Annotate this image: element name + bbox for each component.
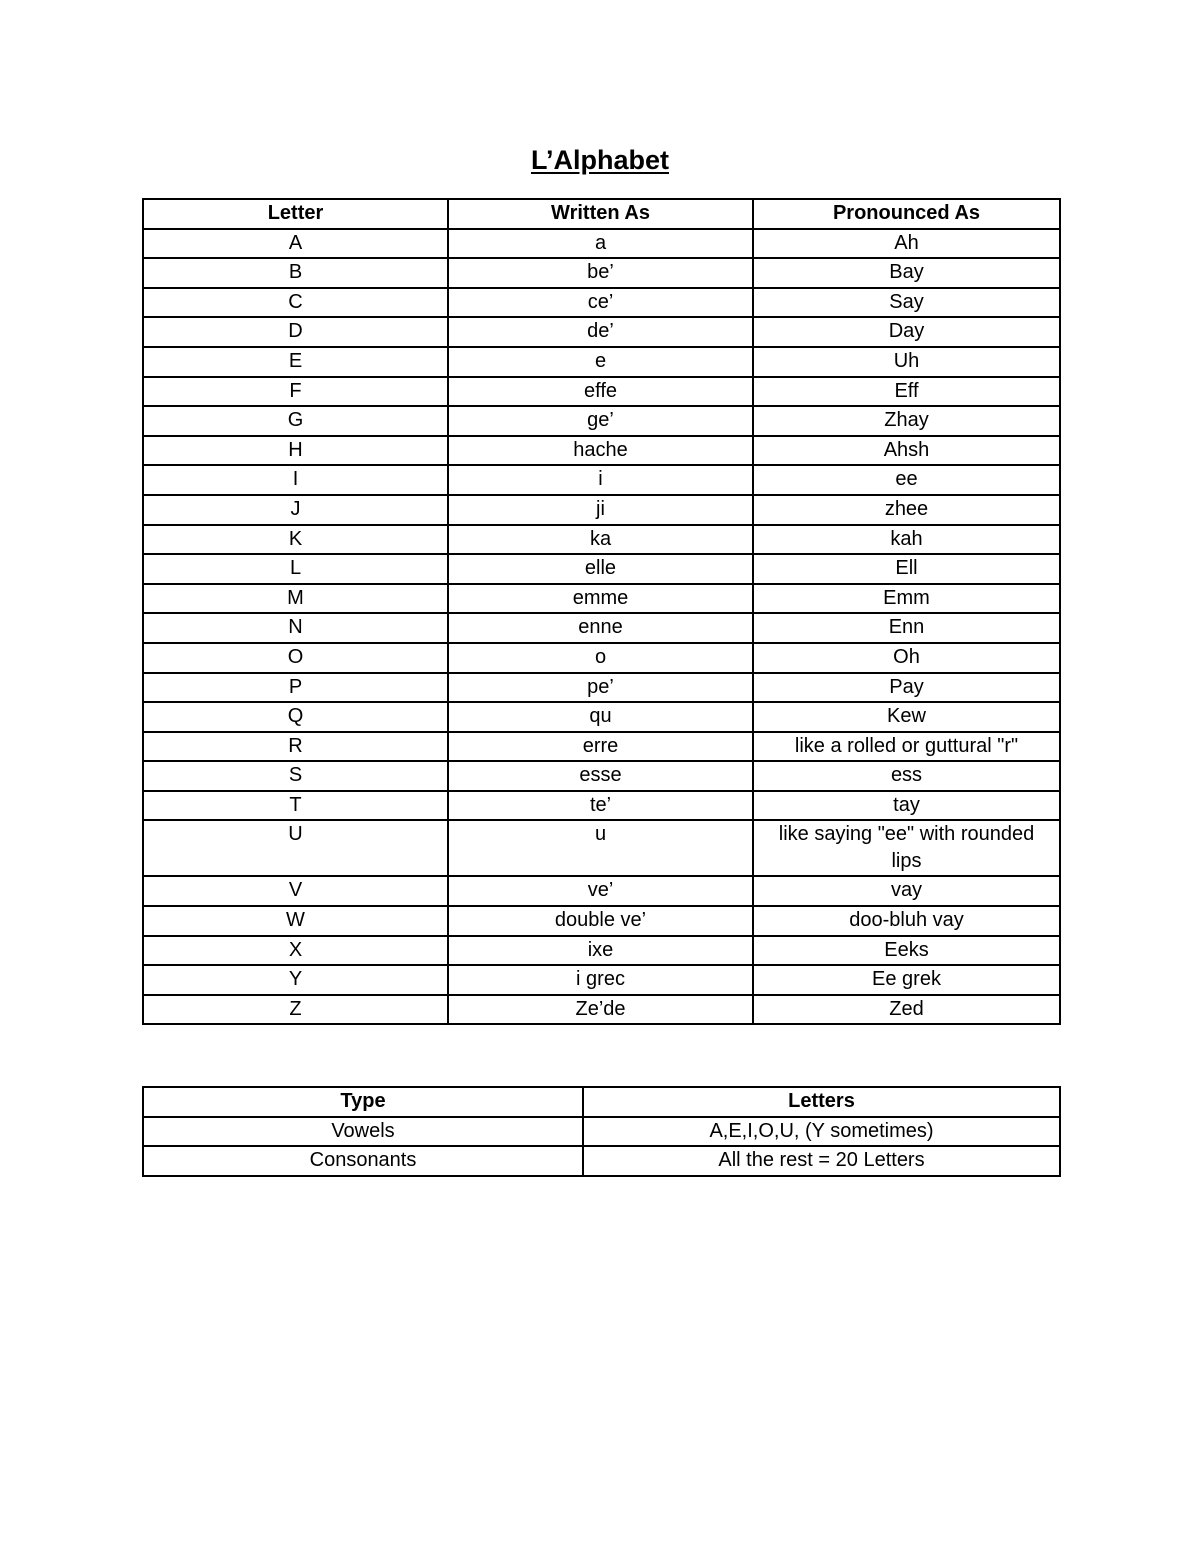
cell-written-as: ce’: [448, 288, 753, 318]
cell-letters: A,E,I,O,U, (Y sometimes): [583, 1117, 1060, 1147]
cell-letter: K: [143, 525, 448, 555]
cell-pronounced-as: vay: [753, 876, 1060, 906]
cell-pronounced-as: kah: [753, 525, 1060, 555]
cell-letter: W: [143, 906, 448, 936]
cell-written-as: de’: [448, 317, 753, 347]
cell-letter: Y: [143, 965, 448, 995]
table-header-row: [143, 199, 1060, 229]
table-row: [143, 377, 1060, 407]
cell-type: Vowels: [143, 1117, 583, 1147]
cell-pronounced-as: Ahsh: [753, 436, 1060, 466]
cell-letter: C: [143, 288, 448, 318]
cell-written-as: ge’: [448, 406, 753, 436]
table-row: [143, 820, 1060, 876]
cell-pronounced-as: Emm: [753, 584, 1060, 614]
cell-pronounced-as: ess: [753, 761, 1060, 791]
cell-written-as: ji: [448, 495, 753, 525]
table-row: [143, 495, 1060, 525]
cell-letter: J: [143, 495, 448, 525]
cell-pronounced-as: Kew: [753, 702, 1060, 732]
cell-written-as: emme: [448, 584, 753, 614]
cell-pronounced-as: Uh: [753, 347, 1060, 377]
table-row: [143, 554, 1060, 584]
cell-pronounced-as: tay: [753, 791, 1060, 821]
cell-written-as: pe’: [448, 673, 753, 703]
table-row: [143, 347, 1060, 377]
cell-pronounced-as: Say: [753, 288, 1060, 318]
cell-letter: F: [143, 377, 448, 407]
table-header-row: [143, 1087, 1060, 1117]
table-row: [143, 436, 1060, 466]
cell-letter: X: [143, 936, 448, 966]
cell-written-as: ka: [448, 525, 753, 555]
cell-written-as: enne: [448, 613, 753, 643]
page-title: L’Alphabet: [530, 145, 669, 175]
table-row: [143, 465, 1060, 495]
cell-pronounced-as: doo-bluh vay: [753, 906, 1060, 936]
table-row: [143, 258, 1060, 288]
cell-pronounced-as: zhee: [753, 495, 1060, 525]
cell-pronounced-as: Enn: [753, 613, 1060, 643]
header-pronounced-as: Pronounced As: [753, 199, 1060, 229]
table-row: [143, 936, 1060, 966]
cell-pronounced-as: Ah: [753, 229, 1060, 259]
cell-letter: B: [143, 258, 448, 288]
table-row: [143, 906, 1060, 936]
cell-written-as: i: [448, 465, 753, 495]
table-row: [143, 761, 1060, 791]
cell-pronounced-as: Ell: [753, 554, 1060, 584]
table-row: [143, 288, 1060, 318]
cell-written-as: erre: [448, 732, 753, 762]
table-row: [143, 406, 1060, 436]
table-row: [143, 876, 1060, 906]
cell-letter: U: [143, 820, 448, 876]
table-row: [143, 702, 1060, 732]
header-letter: Letter: [143, 199, 448, 229]
cell-letter: P: [143, 673, 448, 703]
cell-written-as: ve’: [448, 876, 753, 906]
cell-letter: D: [143, 317, 448, 347]
table-row: [143, 732, 1060, 762]
table-row: [143, 525, 1060, 555]
cell-letter: Z: [143, 995, 448, 1025]
cell-type: Consonants: [143, 1146, 583, 1176]
table-row: [143, 643, 1060, 673]
table-row: [143, 1146, 1060, 1176]
cell-letter: N: [143, 613, 448, 643]
header-type: Type: [143, 1087, 583, 1117]
cell-letter: H: [143, 436, 448, 466]
table-row: [143, 317, 1060, 347]
cell-pronounced-as: like a rolled or guttural "r": [753, 732, 1060, 762]
header-letters: Letters: [583, 1087, 1060, 1117]
cell-pronounced-as: Zed: [753, 995, 1060, 1025]
table-row: [143, 673, 1060, 703]
cell-written-as: effe: [448, 377, 753, 407]
cell-written-as: be’: [448, 258, 753, 288]
cell-letters: All the rest = 20 Letters: [583, 1146, 1060, 1176]
cell-written-as: te’: [448, 791, 753, 821]
cell-written-as: a: [448, 229, 753, 259]
cell-written-as: ixe: [448, 936, 753, 966]
cell-pronounced-as: Zhay: [753, 406, 1060, 436]
cell-written-as: o: [448, 643, 753, 673]
table-row: [143, 1117, 1060, 1147]
table-row: [143, 965, 1060, 995]
cell-letter: G: [143, 406, 448, 436]
cell-pronounced-as: Pay: [753, 673, 1060, 703]
cell-letter: O: [143, 643, 448, 673]
cell-pronounced-as: Oh: [753, 643, 1060, 673]
cell-letter: T: [143, 791, 448, 821]
cell-written-as: double ve’: [448, 906, 753, 936]
table-row: [143, 995, 1060, 1025]
cell-letter: I: [143, 465, 448, 495]
cell-letter: M: [143, 584, 448, 614]
cell-letter: R: [143, 732, 448, 762]
cell-pronounced-as: Ee grek: [753, 965, 1060, 995]
cell-pronounced-as: Eeks: [753, 936, 1060, 966]
cell-written-as: hache: [448, 436, 753, 466]
cell-letter: A: [143, 229, 448, 259]
cell-letter: E: [143, 347, 448, 377]
table-row: [143, 584, 1060, 614]
cell-written-as: e: [448, 347, 753, 377]
cell-pronounced-as: like saying "ee" with rounded lips: [753, 820, 1060, 876]
cell-written-as: Ze’de: [448, 995, 753, 1025]
cell-pronounced-as: Eff: [753, 377, 1060, 407]
cell-written-as: u: [448, 820, 753, 876]
cell-written-as: qu: [448, 702, 753, 732]
cell-pronounced-as: Bay: [753, 258, 1060, 288]
alphabet-table: [142, 198, 1061, 1025]
cell-pronounced-as: Day: [753, 317, 1060, 347]
cell-written-as: elle: [448, 554, 753, 584]
cell-written-as: esse: [448, 761, 753, 791]
cell-letter: Q: [143, 702, 448, 732]
cell-letter: V: [143, 876, 448, 906]
letter-type-table: [142, 1086, 1061, 1177]
cell-pronounced-as: ee: [753, 465, 1060, 495]
cell-letter: S: [143, 761, 448, 791]
table-row: [143, 229, 1060, 259]
cell-written-as: i grec: [448, 965, 753, 995]
header-written-as: Written As: [448, 199, 753, 229]
cell-letter: L: [143, 554, 448, 584]
table-row: [143, 791, 1060, 821]
table-row: [143, 613, 1060, 643]
